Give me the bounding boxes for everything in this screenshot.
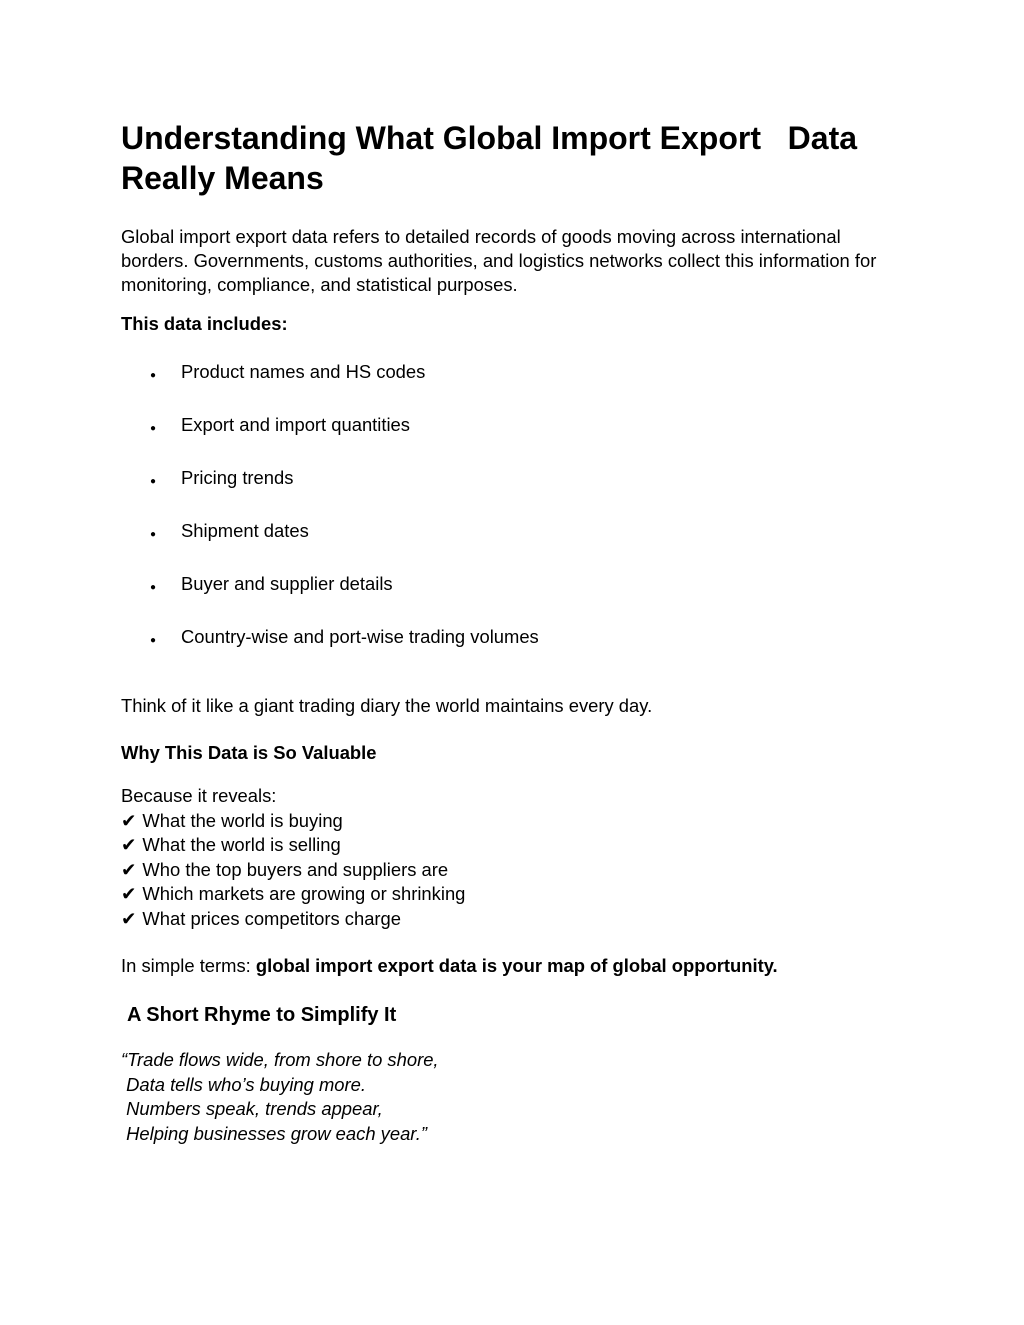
title-line-1: Understanding What Global Import Export Data [121,120,858,156]
reveals-item [121,907,904,932]
bullet-icon: ● [150,476,157,487]
diary-note: Think of it like a giant trading diary the world maintains every day. [121,695,653,716]
check-icon: ✔ [121,809,137,831]
list-item-label: Country-wise and port-wise trading volumes [181,626,539,647]
reveals-item-label: What the world is buying [142,809,343,831]
check-icon: ✔ [121,907,137,929]
reveals-item [121,858,904,883]
includes-heading: This data includes: [121,313,288,334]
reveals-item-label: What prices competitors charge [142,907,402,929]
reveals-intro: Because it reveals: [121,785,277,806]
list-item-label: Buyer and supplier details [181,573,393,594]
document-title [121,118,904,198]
check-icon: ✔ [121,883,137,904]
reveals-item [121,882,904,907]
list-item-label: Pricing trends [181,467,294,488]
valuable-heading: Why This Data is So Valuable [121,742,377,763]
simple-terms-bold: global import export data is your map of global opportunity. [255,955,778,976]
reveals-item [121,833,904,858]
intro-paragraph [121,225,904,297]
reveals-item-label: Which markets are growing or shrinking [142,883,466,904]
list-item [150,360,904,388]
list-item [150,466,904,494]
check-icon: ✔ [121,834,137,855]
bullet-icon: ● [150,529,157,540]
paragraph-line: Global import export data refers to detailed records of goods moving across international [121,226,841,247]
reveals-item [121,809,904,834]
list-item [150,572,904,600]
reveals-item-label: What the world is selling [142,834,341,855]
reveals-item-label: Who the top buyers and suppliers are [142,858,449,880]
rhyme-heading: A Short Rhyme to Simplify It [127,1004,397,1026]
bullet-icon: ● [150,370,157,381]
rhyme-line: Numbers speak, trends appear, [121,1098,383,1119]
rhyme-quote [121,1048,904,1146]
list-item-label: Export and import quantities [181,414,410,435]
rhyme-line: Helping businesses grow each year.” [121,1122,427,1144]
check-icon: ✔ [121,858,137,880]
bullet-icon: ● [150,582,157,593]
list-item [150,519,904,547]
list-item [150,413,904,441]
list-item-label: Shipment dates [181,520,309,541]
simple-terms [121,954,904,978]
list-item-label: Product names and HS codes [181,361,426,382]
reveals-block [121,784,904,931]
list-item [150,625,904,653]
paragraph-line: borders. Governments, customs authorities, and logistics networks collect this information for [121,250,877,271]
simple-terms-prefix: In simple terms: [121,955,256,976]
rhyme-line: Data tells who’s buying more. [121,1073,366,1095]
bullet-icon: ● [150,635,157,646]
data-includes-list [150,360,904,653]
paragraph-line: monitoring, compliance, and statistical purposes. [121,274,518,295]
bullet-icon: ● [150,423,157,434]
rhyme-line: “Trade flows wide, from shore to shore, [121,1049,439,1070]
title-line-2: Really Means [121,160,324,196]
